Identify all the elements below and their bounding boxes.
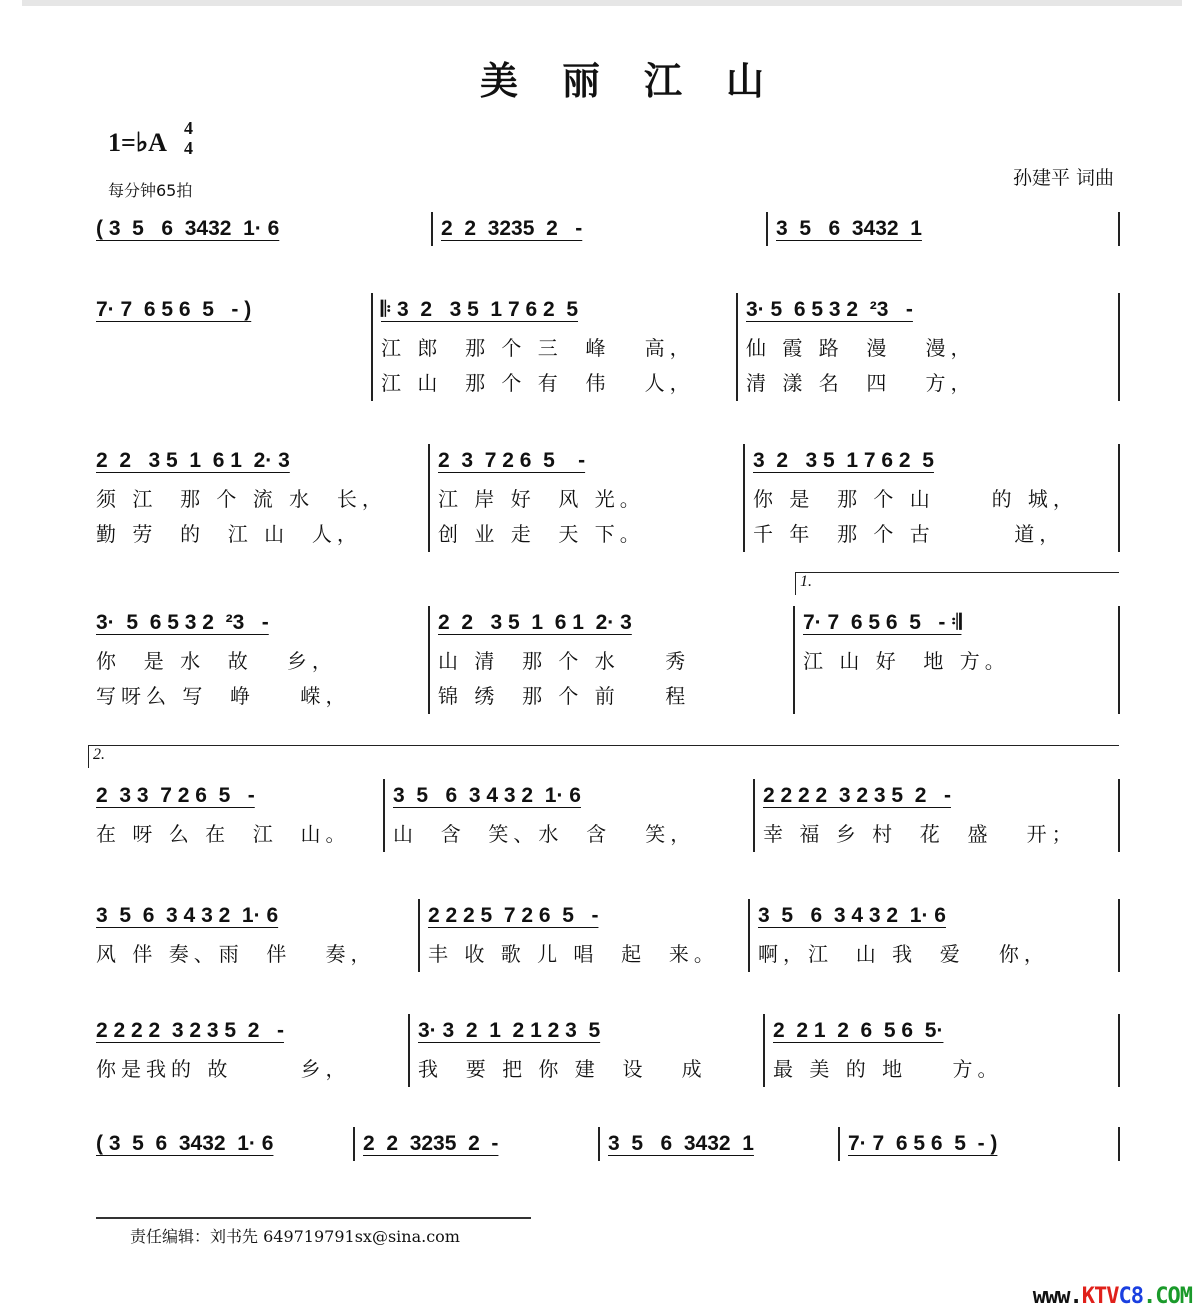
lyric-line: 丰 收 歌 儿 唱 起 来。 (428, 942, 719, 966)
author-credit: 孙建平 词曲 (1012, 167, 1114, 189)
score-row (88, 1127, 1120, 1161)
measure (88, 899, 420, 972)
measure-notes: 2 2 2 2 3 2 3 5 2 - (96, 1019, 284, 1042)
measure (88, 212, 433, 246)
measure-notes: 7· 7 6 5 6 5 - 𝄇 (803, 611, 962, 634)
footer-divider (96, 1217, 531, 1219)
measure (88, 1127, 355, 1161)
measure-notes: 2 2 1 2 6 5 6 5· (773, 1019, 944, 1042)
measure-notes: 2 3 7 2 6 5 - (438, 449, 586, 472)
lyric-line: 江 岸 好 风 光。 (438, 487, 645, 511)
lyric-line: 风 伴 奏、雨 伴 奏， (96, 942, 376, 966)
measure-notes: 2 2 3235 2 - (363, 1132, 499, 1155)
measure (433, 212, 768, 246)
measure (88, 606, 430, 714)
time-signature (184, 118, 193, 158)
lyric-line: 山 清 那 个 水 秀 (438, 649, 691, 673)
measure (768, 212, 1120, 246)
lyric-line: 须 江 那 个 流 水 长， (96, 487, 387, 511)
score-row (88, 573, 1120, 714)
wm-c8: C8 (1118, 1284, 1144, 1309)
time-bottom: 4 (184, 138, 193, 158)
measure-notes: 2 2 2 2 3 2 3 5 2 - (763, 784, 951, 807)
measure (355, 1127, 600, 1161)
measure-notes: 3· 3 2 1 2 1 2 3 5 (418, 1019, 601, 1042)
lyric-line: 山 含 笑、水 含 笑， (393, 822, 696, 846)
measure (420, 899, 750, 972)
score-row (88, 1014, 1120, 1087)
lyric-line: 江 山 好 地 方。 (803, 649, 1010, 673)
wm-www: www. (1032, 1284, 1082, 1309)
measure (600, 1127, 840, 1161)
lyric-line: 啊，江 山 我 爱 你， (758, 942, 1049, 966)
measure (795, 573, 1120, 714)
measure-notes: 3 5 6 3 4 3 2 1· 6 (758, 904, 946, 927)
measure (385, 779, 755, 852)
measure-notes: 3 5 6 3432 1 (608, 1132, 754, 1155)
top-border (22, 0, 1182, 6)
lyric-line: 你 是 那 个 山 的 城， (753, 487, 1078, 511)
measure (750, 899, 1120, 972)
measure-notes: 7· 7 6 5 6 5 - ) (848, 1132, 998, 1155)
score-row (88, 293, 1120, 401)
score-row (88, 444, 1120, 552)
score-row (88, 899, 1120, 972)
measure (88, 1014, 410, 1087)
measure-notes: ( 3 5 6 3432 1· 6 (96, 1132, 274, 1155)
lyric-line: 创 业 走 天 下。 (438, 522, 645, 546)
measure-notes: 2 2 3235 2 - (441, 217, 583, 240)
measure-notes: 2 2 3 5 1 6 1 2· 3 (96, 449, 290, 472)
measure-notes: 3 5 6 3432 1 (776, 217, 922, 240)
measure (410, 1014, 765, 1087)
lyric-line: 幸 福 乡 村 花 盛 开； (763, 822, 1077, 846)
lyric-line: 最 美 的 地 方。 (773, 1057, 1003, 1081)
watermark (1033, 1284, 1192, 1309)
lyric-line: 清 漾 名 四 方， (746, 371, 976, 395)
lyric-line: 千 年 那 个 古 道， (753, 522, 1065, 546)
measure (88, 746, 385, 852)
editor-credit: 责任编辑：刘书先 649719791sx@sina.com (130, 1227, 460, 1246)
measure-notes: 3 5 6 3 4 3 2 1· 6 (96, 904, 279, 927)
measure (430, 444, 745, 552)
measure-notes: ( 3 5 6 3432 1· 6 (96, 217, 280, 240)
time-top: 4 (184, 118, 193, 138)
lyric-line: 我 要 把 你 建 设 成 (418, 1057, 707, 1081)
lyric-line: 你 是 水 故 乡， (96, 649, 337, 673)
measure (738, 293, 1120, 401)
measure-notes: 3· 5 6 5 3 2 ²3 - (96, 611, 269, 634)
lyric-line: 你是我的 故 乡， (96, 1057, 351, 1081)
measure (430, 606, 795, 714)
song-title: 美丽江山 (479, 58, 808, 103)
score-row (88, 746, 1120, 852)
lyric-line: 在 呀 么 在 江 山。 (96, 822, 351, 846)
measure-notes: 2 3 3 7 2 6 5 - (96, 784, 255, 807)
lyric-line: 江 郎 那 个 三 峰 高， (381, 336, 695, 360)
lyric-line: 江 山 那 个 有 伟 人， (381, 371, 695, 395)
lyric-line: 勤 劳 的 江 山 人， (96, 522, 362, 546)
measure-notes: 3· 5 6 5 3 2 ²3 - (746, 298, 913, 321)
measure (88, 444, 430, 552)
measure (765, 1014, 1120, 1087)
measure-notes: 2 2 2 5 7 2 6 5 - (428, 904, 599, 927)
wm-ktv: KTV (1081, 1284, 1119, 1309)
measure-notes: 7· 7 6 5 6 5 - ) (96, 298, 252, 321)
key-signature: 1=♭A (108, 128, 167, 157)
lyric-line (803, 679, 1118, 714)
measure (88, 293, 373, 401)
measure (373, 293, 738, 401)
lyric-line: 写呀么 写 峥 嵘， (96, 684, 351, 708)
score-row (88, 212, 1120, 246)
measure-notes: 2 2 3 5 1 6 1 2· 3 (438, 611, 632, 634)
measure-notes: 3 5 6 3 4 3 2 1· 6 (393, 784, 581, 807)
lyric-line: 仙 霞 路 漫 漫， (746, 336, 976, 360)
measure (755, 779, 1120, 852)
volta-bracket: 1. (795, 572, 1119, 595)
measure (745, 444, 1120, 552)
measure-notes: 3 2 3 5 1 7 6 2 5 (753, 449, 934, 472)
measure (840, 1127, 1120, 1161)
lyric-line: 锦 绣 那 个 前 程 (438, 684, 691, 708)
volta-bracket: 2. (88, 745, 1119, 768)
tempo: 每分钟65拍 (108, 181, 193, 200)
wm-com: .COM (1143, 1284, 1192, 1309)
measure-notes: 𝄆 3 2 3 5 1 7 6 2 5 (381, 298, 579, 321)
